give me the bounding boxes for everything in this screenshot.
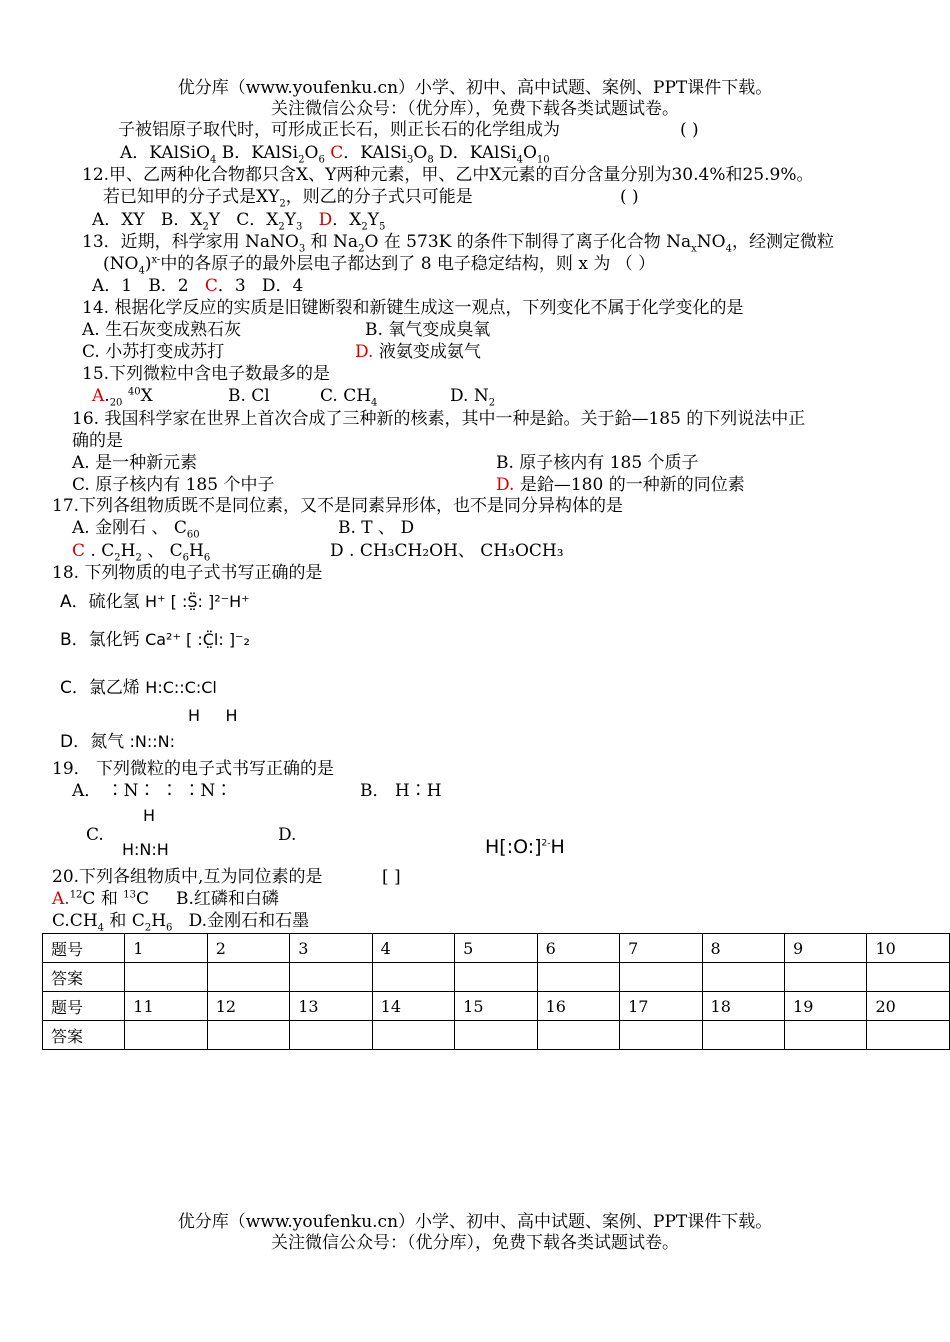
q11-options: A．KAlSiO$_4$ B．$KAlSi_2O_6$ C．$KAlSi_3O_8$ D．$KAlSi_4O_{10}$ <box>120 143 550 166</box>
table-cell: 2 <box>207 934 289 963</box>
q15-stem: 15.下列微粒中含电子数最多的是 <box>82 364 331 384</box>
table-row <box>43 1021 950 1050</box>
q15-option-b: B. Cl <box>228 386 270 406</box>
table-cell: 题号 <box>43 934 125 963</box>
q14-option-c: C. 小苏打变成苏打 <box>82 342 225 362</box>
q16-stem-1: 16. 我国科学家在世界上首次合成了三种新的核素，其中一种是鉿。关于鉿—185 的下列说法中正 <box>72 409 806 429</box>
header-line-2: 关注微信公众号：（优分库），免费下载各类试题试卷。 <box>271 99 679 119</box>
table-cell: 题号 <box>43 992 125 1021</box>
q20-options-ab: A.$^{12}$C 和 $^{13}$C B.红磷和白磷 <box>52 889 279 909</box>
table-cell: 1 <box>125 934 207 963</box>
q14-option-a: A. 生石灰变成熟石灰 <box>82 320 242 340</box>
q18-option-d: D．氮气 :N::N: <box>60 732 175 752</box>
q13-stem-1: 13．近期，科学家用 NaNO$_3$ 和 $Na_2O$ 在 573K 的条件下制得了离子化合物 $Na_xNO_4$，经测定微粒 <box>82 232 834 255</box>
q19-stem: 19． 下列微粒的电子式书写正确的是 <box>52 759 335 779</box>
table-cell: 20 <box>867 992 950 1021</box>
answer-cell[interactable] <box>455 963 537 992</box>
q19-option-c: C. <box>86 825 104 845</box>
table-cell: 10 <box>867 934 950 963</box>
q14-option-b: B. 氧气变成臭氧 <box>365 320 491 340</box>
table-cell: 18 <box>702 992 784 1021</box>
q19-option-b: B． H∶H <box>360 781 442 801</box>
q17-option-d: D . CH₃CH₂OH、 CH₃OCH₃ <box>330 541 564 561</box>
q14-option-d: D. 液氨变成氨气 <box>355 342 481 362</box>
q11-answer-mark: C <box>330 143 344 163</box>
q17-option-b: B. T 、 D <box>338 518 415 538</box>
table-cell: 4 <box>372 934 454 963</box>
q12-stem-1: 12.甲、乙两种化合物都只含X、Y两种元素，甲、乙中X元素的百分含量分别为30.4%和25.9%。 <box>82 165 814 185</box>
answer-cell[interactable] <box>455 1021 537 1050</box>
q18-c-formula: H:C::C:Cl <box>145 678 217 697</box>
table-cell: 8 <box>702 934 784 963</box>
q18-c-formula-h: H H <box>188 706 238 725</box>
answer-cell[interactable] <box>290 963 372 992</box>
answer-cell[interactable] <box>785 963 867 992</box>
q19-c-formula-top: H <box>143 806 156 825</box>
table-cell: 5 <box>455 934 537 963</box>
q19-c-formula: H:N:H <box>122 840 169 859</box>
table-cell: 7 <box>620 934 702 963</box>
table-row <box>43 934 950 963</box>
q15-option-a: $A._{20}$ $^{40}$X <box>92 386 153 409</box>
q16-option-c: C. 原子核内有 185 个中子 <box>72 475 275 495</box>
table-cell: 11 <box>125 992 207 1021</box>
q17-option-a: A. 金刚石 、 $C_{60}$ <box>72 518 200 541</box>
table-cell: 6 <box>537 934 619 963</box>
table-cell: 17 <box>620 992 702 1021</box>
q18-option-c: C．氯乙烯 H:C::C:Cl <box>60 678 217 698</box>
q18-a-formula: H⁺ [ :S̤̈: ]²⁻H⁺ <box>145 592 250 611</box>
table-cell: 12 <box>207 992 289 1021</box>
q20-options-cd: $C.CH_4$ 和 $C_2H_6$ D.金刚石和石墨 <box>52 911 310 934</box>
answer-cell[interactable] <box>537 1021 619 1050</box>
q13-options: A．1 B．2 C．3 D．4 <box>92 276 304 296</box>
answer-cell[interactable] <box>867 1021 950 1050</box>
table-cell: 19 <box>785 992 867 1021</box>
table-cell: 答案 <box>43 1021 125 1050</box>
q19-option-a: A． ∶N∶ ∶ ∶N∶ <box>72 781 233 801</box>
answer-cell[interactable] <box>620 1021 702 1050</box>
q15-option-d: D. $N_2$ <box>450 386 496 409</box>
q17-option-c: C . $C_2H_2$ 、 $C_6H_6$ <box>72 541 211 564</box>
table-cell: 答案 <box>43 963 125 992</box>
q17-stem: 17.下列各组物质既不是同位素，又不是同素异形体，也不是同分异构体的是 <box>52 496 624 516</box>
q19-d-formula: H[:O:]$^{2-}$H <box>485 836 565 858</box>
q11-stem: 子被铝原子取代时，可形成正长石，则正长石的化学组成为 <box>118 120 560 140</box>
table-cell: 9 <box>785 934 867 963</box>
q12-stem-2: 若已知甲的分子式是$XY_2$，则乙的分子式只可能是 <box>103 187 473 210</box>
q16-option-d: D. 是鉿—180 的一种新的同位素 <box>496 475 745 495</box>
q18-option-b: B．氯化钙 Ca²⁺ [ :C̤̈l: ]⁻₂ <box>60 630 250 650</box>
q18-d-formula: :N::N: <box>129 732 175 751</box>
table-row <box>43 963 950 992</box>
answer-cell[interactable] <box>537 963 619 992</box>
answer-cell[interactable] <box>207 963 289 992</box>
q20-stem: 20.下列各组物质中,互为同位素的是 <box>52 867 323 887</box>
table-cell: 13 <box>290 992 372 1021</box>
header-line-1: 优分库（www.youfenku.cn）小学、初中、高中试题、案例、PPT课件下载。 <box>177 78 773 98</box>
q18-stem: 18. 下列物质的电子式书写正确的是 <box>52 563 323 583</box>
answer-cell[interactable] <box>207 1021 289 1050</box>
answer-cell[interactable] <box>372 963 454 992</box>
q19-option-d: D. <box>278 825 297 845</box>
answer-cell[interactable] <box>702 1021 784 1050</box>
table-row <box>43 992 950 1021</box>
answer-cell[interactable] <box>290 1021 372 1050</box>
q18-b-formula: Ca²⁺ [ :C̤̈l: ]⁻₂ <box>145 630 250 649</box>
q18-option-a: A．硫化氢 H⁺ [ :S̤̈: ]²⁻H⁺ <box>60 592 250 612</box>
footer-line-2: 关注微信公众号：（优分库），免费下载各类试题试卷。 <box>271 1233 679 1253</box>
q16-option-a: A. 是一种新元素 <box>72 453 198 473</box>
answer-cell[interactable] <box>702 963 784 992</box>
answer-cell[interactable] <box>867 963 950 992</box>
answer-cell[interactable] <box>372 1021 454 1050</box>
table-cell: 14 <box>372 992 454 1021</box>
q16-option-b: B. 原子核内有 185 个质子 <box>496 453 699 473</box>
q20-bracket: [ ] <box>382 867 401 887</box>
q16-stem-2: 确的是 <box>72 431 123 451</box>
q15-option-c: C. $CH_4$ <box>320 386 378 409</box>
table-cell: 16 <box>537 992 619 1021</box>
q11-paren: ( ) <box>680 120 699 140</box>
table-cell: 3 <box>290 934 372 963</box>
answer-cell[interactable] <box>620 963 702 992</box>
table-cell: 15 <box>455 992 537 1021</box>
answer-cell[interactable] <box>125 1021 207 1050</box>
q14-stem: 14. 根据化学反应的实质是旧键断裂和新键生成这一观点，下列变化不属于化学变化的是 <box>82 298 744 318</box>
q12-options: A．XY B．$X_2Y$ C．$X_2Y_3$ D．$X_2Y_5$ <box>92 210 386 233</box>
answer-table <box>42 933 950 1050</box>
answer-cell[interactable] <box>125 963 207 992</box>
q13-stem-2: $(NO_4)^{x-}$中的各原子的最外层电子都达到了 8 电子稳定结构，则 x 为 （ ） <box>103 254 656 277</box>
answer-cell[interactable] <box>785 1021 867 1050</box>
q12-paren: ( ) <box>620 187 639 207</box>
footer-line-1: 优分库（www.youfenku.cn）小学、初中、高中试题、案例、PPT课件下载。 <box>177 1212 773 1232</box>
